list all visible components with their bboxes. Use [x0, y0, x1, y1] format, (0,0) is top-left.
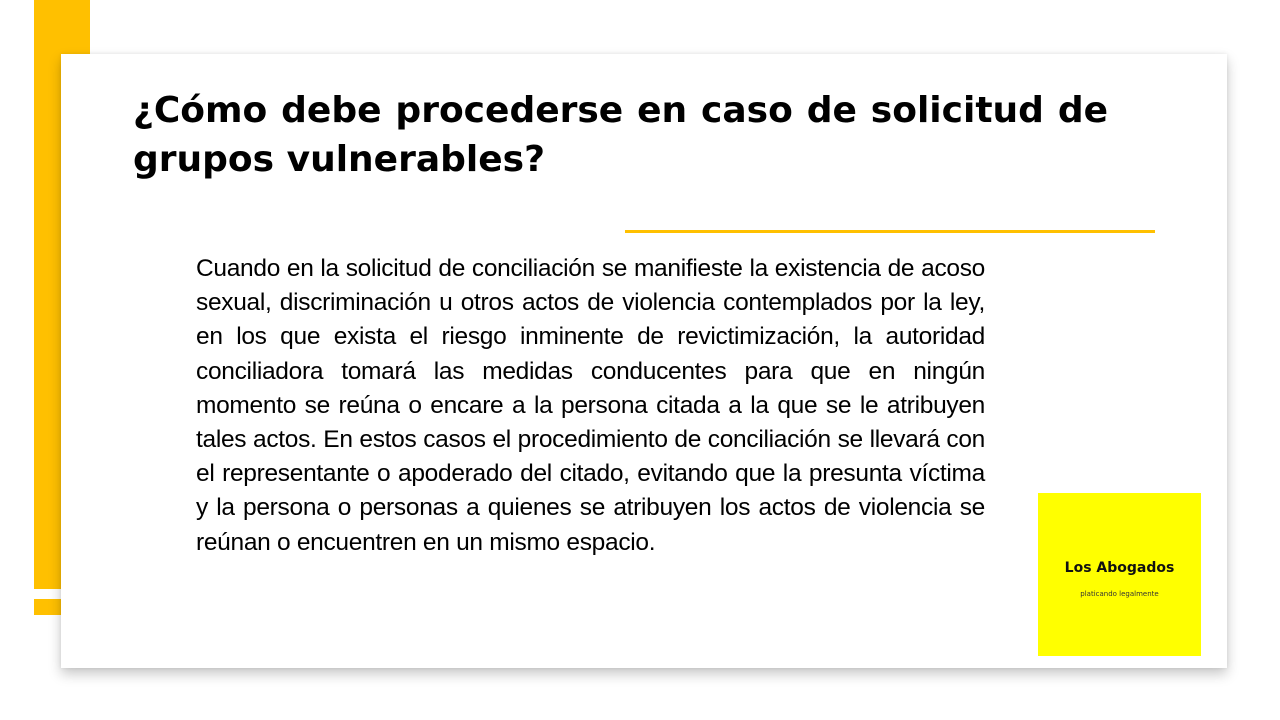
logo — [1038, 493, 1201, 656]
title-divider — [625, 230, 1155, 233]
slide-title: ¿Cómo debe procederse en caso de solicitud de grupos vulnerables? — [133, 90, 1108, 180]
logo-tagline: platicando legalmente — [1080, 590, 1159, 598]
body-paragraph: Cuando en la solicitud de conciliación se manifieste la existencia de acoso sexual, discriminación u otros actos de violencia contemplados por la ley, en los que exista el riesgo inminente de revictimización, la autoridad conciliadora tomará las medidas conducentes para que en ningún momento se reúna o encare a la persona citada a la que se le atribuyen tales actos. En estos casos el procedimiento de conciliación se llevará con el representante o apoderado del citado, evitando que la presunta víctima y la persona o personas a quienes se atribuyen los actos de violencia se reúnan o encuentren en un mismo espacio. — [196, 255, 985, 556]
logo-name: Los Abogados — [1064, 560, 1175, 576]
